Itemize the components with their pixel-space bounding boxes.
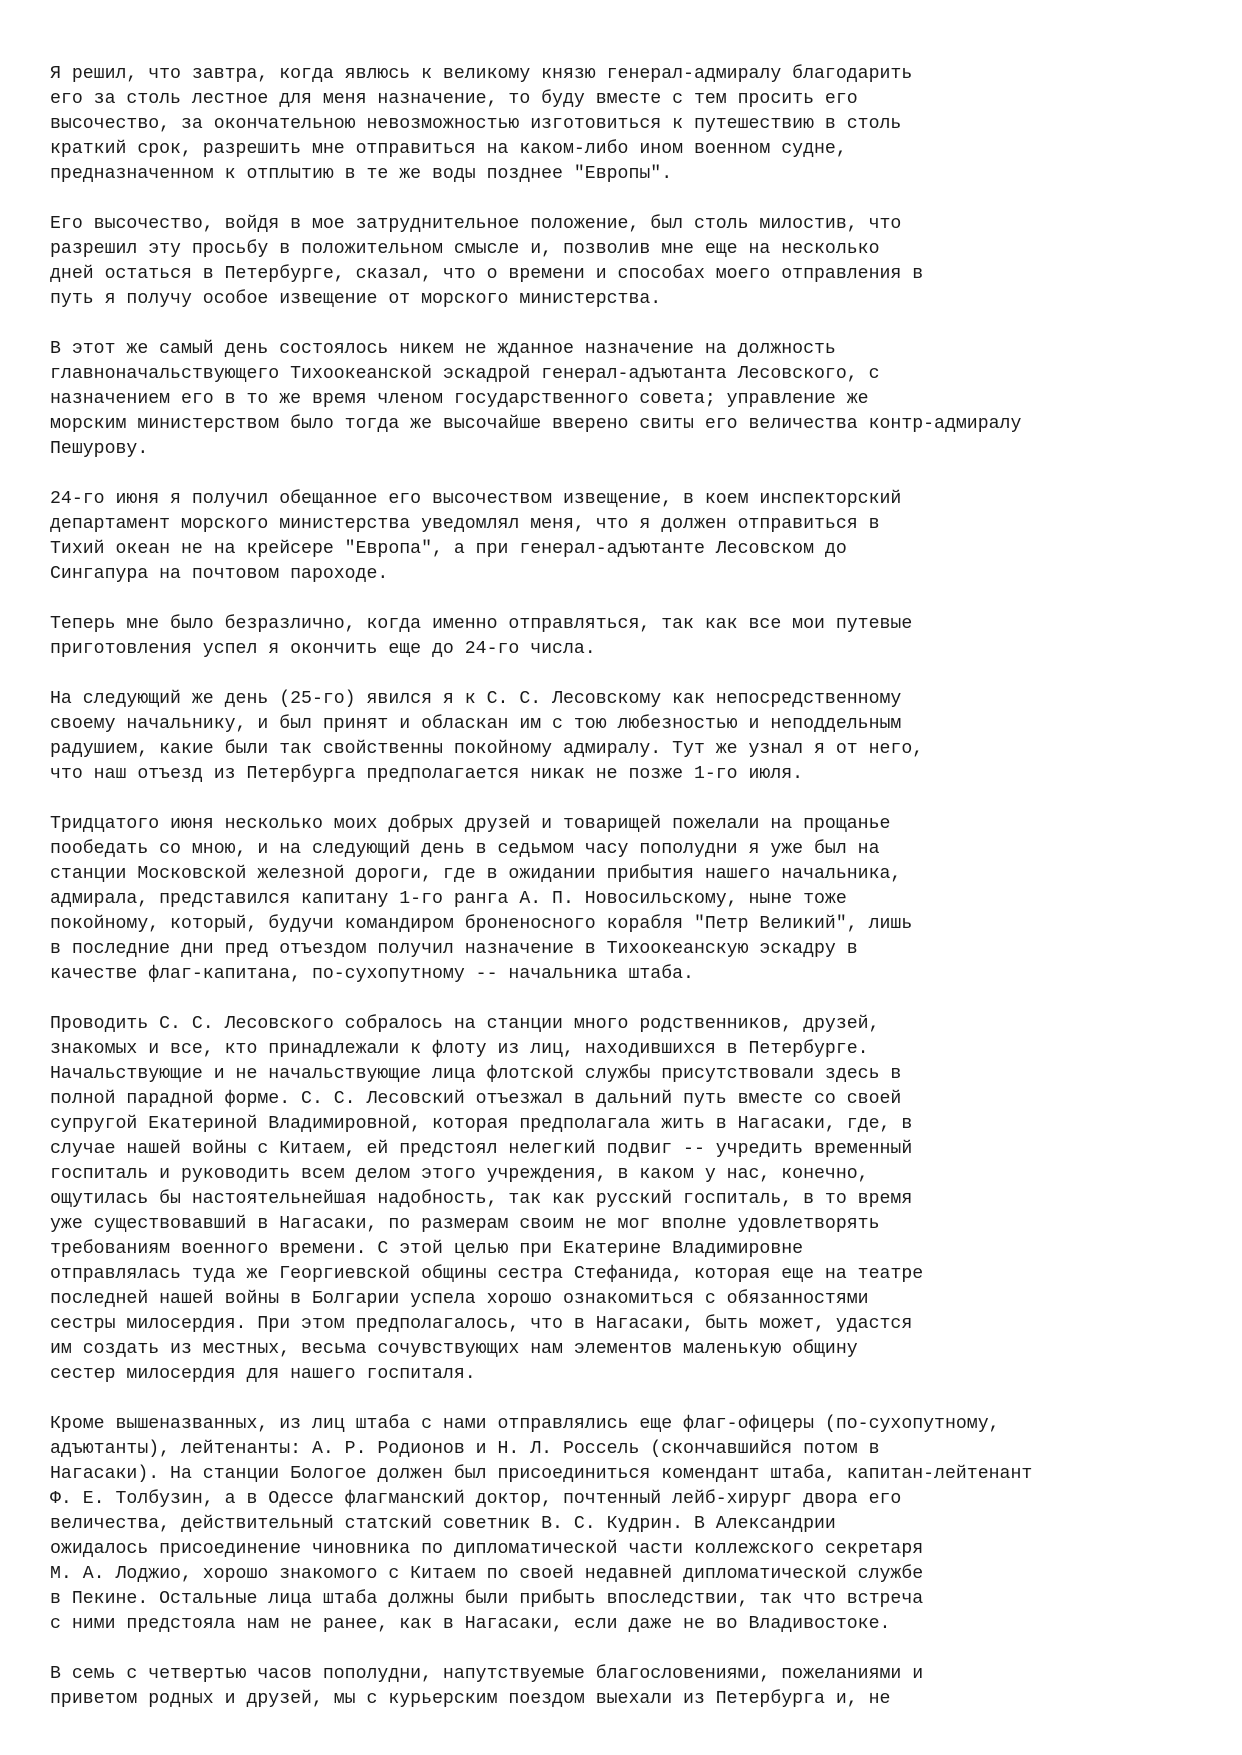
paragraph-10: В семь с четвертью часов пополудни, напутствуемые благословениями, пожеланиями и приветом родных и друзей, мы с курьерским поездом выехали из Петербурга и, не [50, 1664, 924, 1709]
document-page [50, 62, 1230, 1737]
paragraph-8: Проводить С. С. Лесовского собралось на станции много родственников, друзей, знакомых и все, кто принадлежали к флоту из лиц, находившихся в Петербурге. Начальствующие и не начальствующие лица флотской службы присутствовали здесь в полной парадной форме. С. С. Лесовский отъезжал в дальний путь вместе со своей супругой Екатериной Владимировной, которая предполагала жить в Нагасаки, где, в случае нашей войны с Китаем, ей предстоял нелегкий подвиг -- учредить временный госпиталь и руководить всем делом этого учреждения, в каком у нас, конечно, ощутилась бы настоятельнейшая надобность, так как русский госпиталь, в то время уже существовавший в Нагасаки, по размерам своим не мог вполне удовлетворять требованиям военного времени. С этой целью при Екатерине Владимировне отправлялась туда же Георгиевской общины сестра Стефанида, которая еще на театре последней нашей войны в Болгарии успела хорошо ознакомиться с обязанностями сестры милосердия. При этом предполагалось, что в Нагасаки, быть может, удастся им создать из местных, весьма сочувствующих нам элементов маленькую общину сестер милосердия для нашего госпиталя. [50, 1014, 924, 1384]
paragraph-5: Теперь мне было безразлично, когда именно отправляться, так как все мои путевые приготовления успел я окончить еще до 24-го числа. [50, 614, 913, 659]
paragraph-9: Кроме вышеназванных, из лиц штаба с нами отправлялись еще флаг-офицеры (по-сухопутному, адъютанты), лейтенанты: А. Р. Родионов и Н. Л. Россель (скончавшийся потом в Нагасаки). На станции Бологое должен был присоединиться комендант штаба, капитан-лейтенант Ф. Е. Толбузин, а в Одессе флагманский доктор, почтенный лейб-хирург двора его величества, действительный статский советник В. С. Кудрин. В Александрии ожидалось присоединение чиновника по дипломатической части коллежского секретаря М. А. Лоджио, хорошо знакомого с Китаем по своей недавней дипломатической службе в Пекине. Остальные лица штаба должны были прибыть впоследствии, так что встреча с ними предстояла нам не ранее, как в Нагасаки, если даже не во Владивостоке. [50, 1414, 1033, 1634]
paragraph-4: 24-го июня я получил обещанное его высочеством извещение, в коем инспекторский департамент морского министерства уведомлял меня, что я должен отправиться в Тихий океан не на крейсере "Европа", а при генерал-адъютанте Лесовском до Сингапура на почтовом пароходе. [50, 489, 902, 584]
paragraph-3: В этот же самый день состоялось никем не жданное назначение на должность главноначальствующего Тихоокеанской эскадрой генерал-адъютанта Лесовского, с назначением его в то же время членом государственного совета; управление же морским министерством было тогда же высочайше вверено свиты его величества контр-адмиралу Пешурову. [50, 339, 1022, 459]
paragraph-2: Его высочество, войдя в мое затруднительное положение, был столь милостив, что разрешил эту просьбу в положительном смысле и, позволив мне еще на несколько дней остаться в Петербурге, сказал, что о времени и способах моего отправления в путь я получу особое извещение от морского министерства. [50, 214, 924, 309]
paragraph-1: Я решил, что завтра, когда явлюсь к великому князю генерал-адмиралу благодарить его за столь лестное для меня назначение, то буду вместе с тем просить его высочество, за окончательною невозможностью изготовиться к путешествию в столь краткий срок, разрешить мне отправиться на каком-либо ином военном судне, предназначенном к отплытию в те же воды позднее "Европы". [50, 64, 913, 184]
paragraph-6: На следующий же день (25-го) явился я к С. С. Лесовскому как непосредственному своему начальнику, и был принят и обласкан им с тою любезностью и неподдельным радушием, какие были так свойственны покойному адмиралу. Тут же узнал я от него, что наш отъезд из Петербурга предполагается никак не позже 1-го июля. [50, 689, 924, 784]
paragraph-7: Тридцатого июня несколько моих добрых друзей и товарищей пожелали на прощанье пообедать со мною, и на следующий день в седьмом часу пополудни я уже был на станции Московской железной дороги, где в ожидании прибытия нашего начальника, адмирала, представился капитану 1-го ранга А. П. Новосильскому, ныне тоже покойному, который, будучи командиром броненосного корабля "Петр Великий", лишь в последние дни пред отъездом получил назначение в Тихоокеанскую эскадру в качестве флаг-капитана, по-сухопутному -- начальника штаба. [50, 814, 913, 984]
